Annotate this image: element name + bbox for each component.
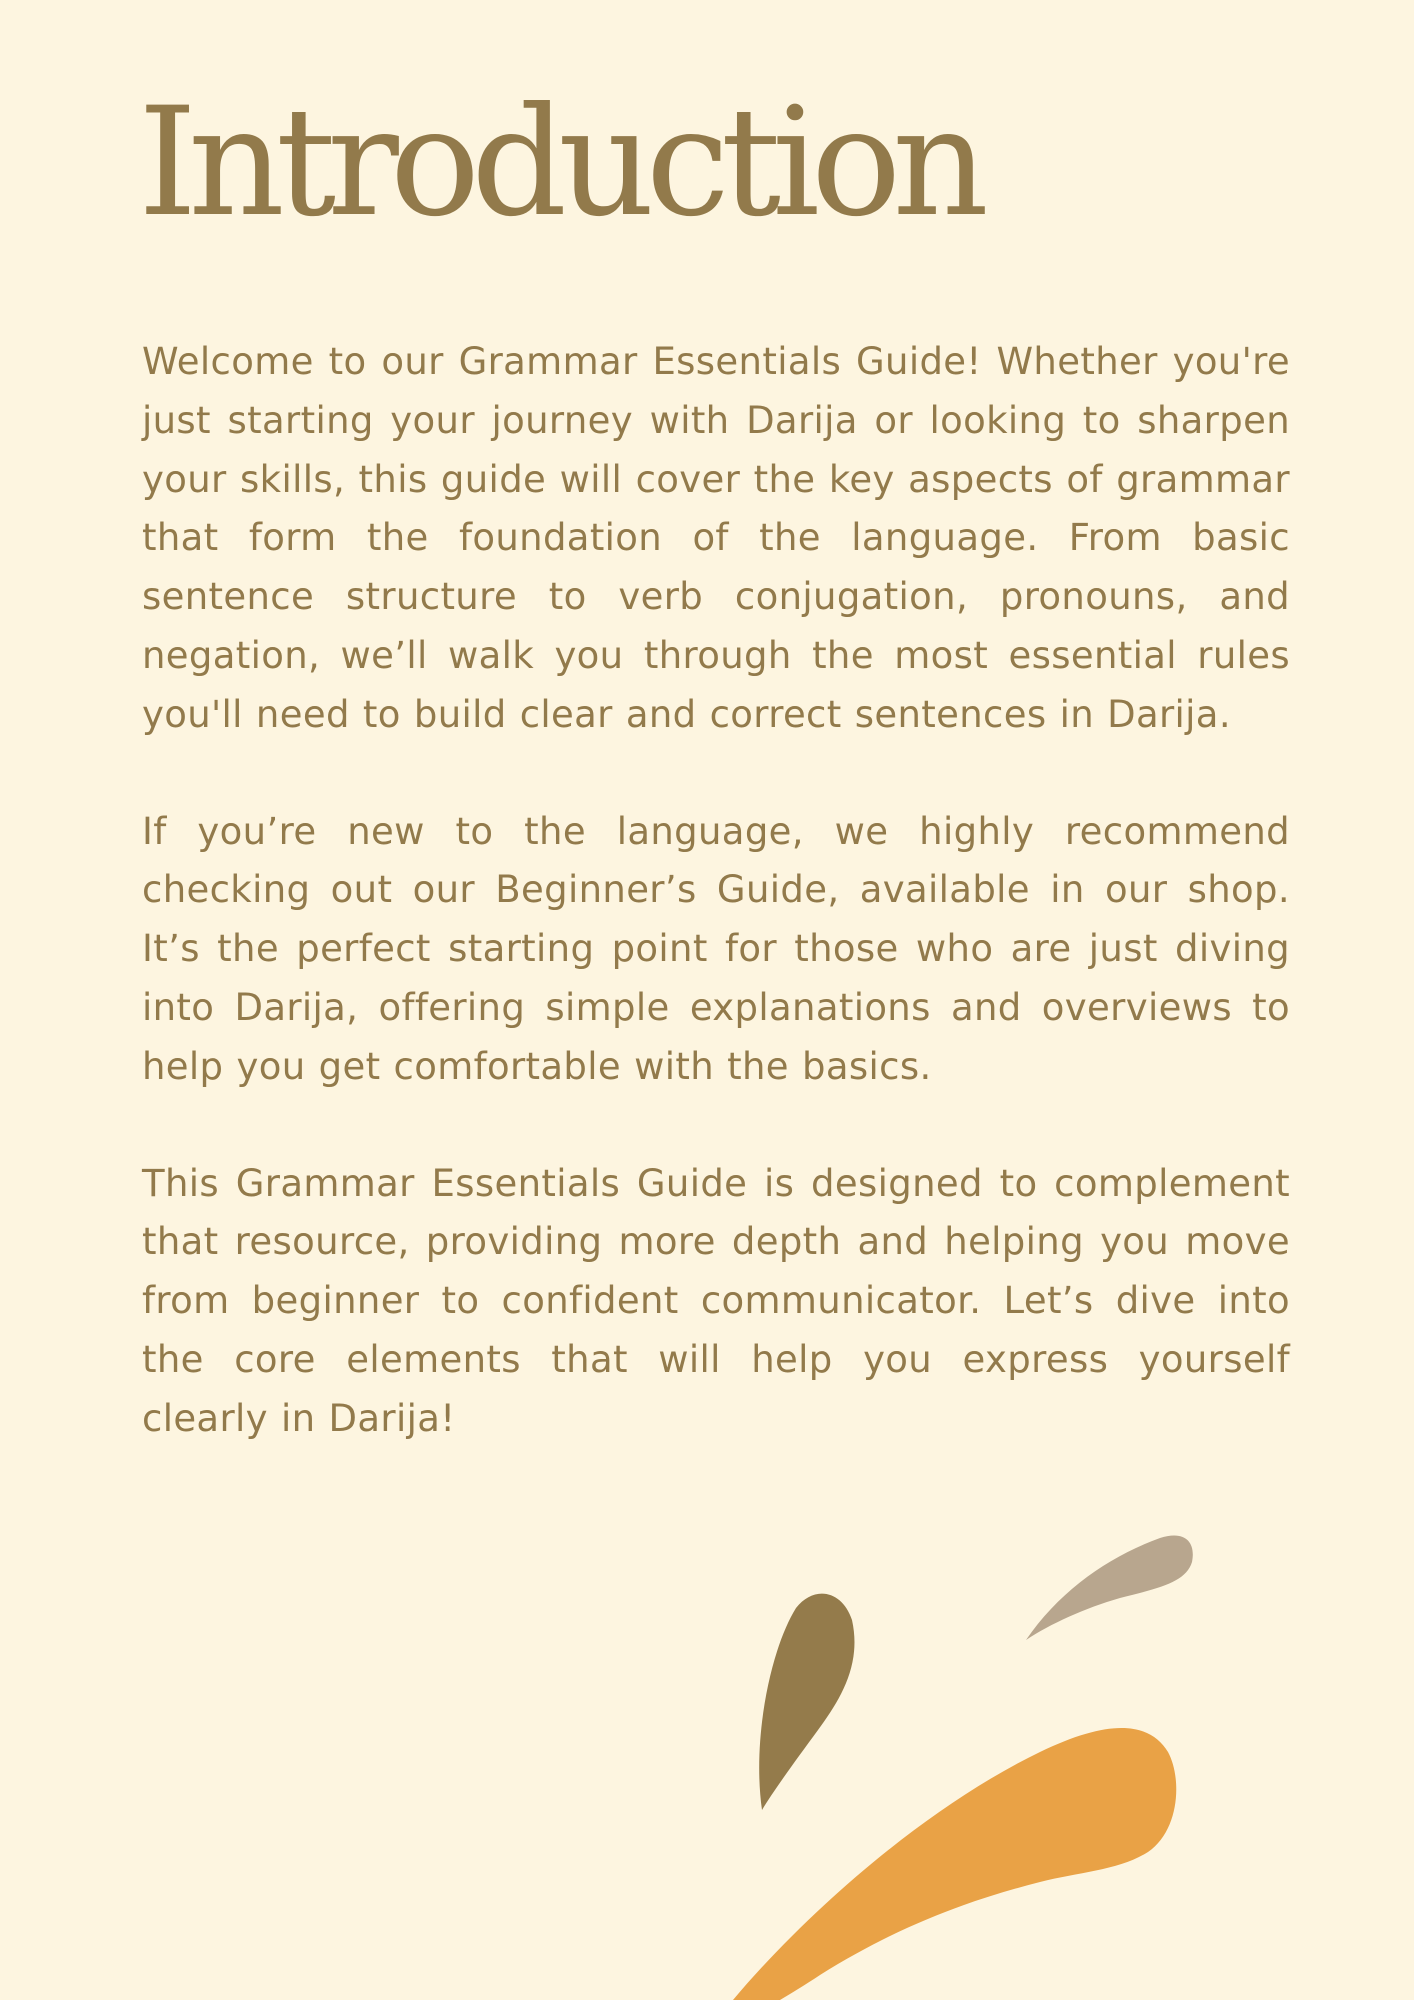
intro-body xyxy=(142,333,1290,1507)
intro-paragraph-complement: This Grammar Essentials Guide is designed to complement that resource, providing more depth and helping you move from beginner to confident communicator. Let’s dive into the core elements that will help you express yourself clearly in Darija! xyxy=(142,1161,1290,1440)
intro-paragraph-beginners-guide: If you’re new to the language, we highly recommend checking out our Beginner’s Guide, available in our shop. It’s the perfect starting point for those who are just diving into Darija, offering simple explanations and overviews to help you get comfortable with the basics. xyxy=(142,809,1290,1088)
page-title: Introduction xyxy=(138,76,980,250)
intro-paragraph-welcome: Welcome to our Grammar Essentials Guide! Whether you're just starting your journey with Darija or looking to sharpen your skills, this guide will cover the key aspects of grammar that form the foundation of the language. From basic sentence structure to verb conjugation, pronouns, and negation, we’ll walk you through the most essential rules you'll need to build clear and correct sentences in Darija. xyxy=(142,340,1290,736)
petal-taupe-shape xyxy=(1026,1535,1193,1640)
petal-brown-shape xyxy=(759,1594,854,1810)
petal-orange-shape xyxy=(733,1728,1176,2000)
